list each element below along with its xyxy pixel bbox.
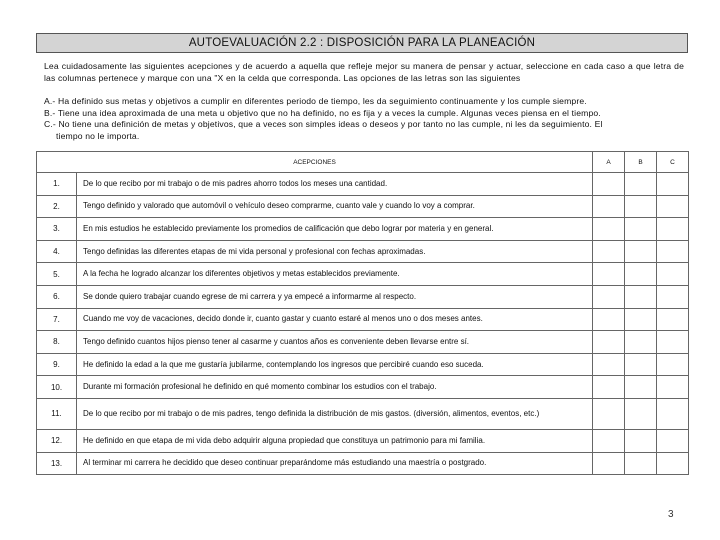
cell-b[interactable] xyxy=(625,429,657,452)
cell-c[interactable] xyxy=(657,308,689,331)
table-row xyxy=(37,285,689,308)
cell-c[interactable] xyxy=(657,452,689,475)
header-c: C xyxy=(657,152,689,173)
cell-a[interactable] xyxy=(593,308,625,331)
assessment-table xyxy=(36,151,689,475)
page-title: AUTOEVALUACIÓN 2.2 : DISPOSICIÓN PARA LA PLANEACIÓN xyxy=(36,33,688,53)
cell-a[interactable] xyxy=(593,218,625,241)
table-row xyxy=(37,331,689,354)
row-number: 5. xyxy=(37,263,77,286)
row-number: 7. xyxy=(37,308,77,331)
table-row xyxy=(37,429,689,452)
table-row xyxy=(37,195,689,218)
instructions-text: Lea cuidadosamente las siguientes acepciones y de acuerdo a aquella que refleje mejor su manera de pensar y actuar, seleccione en cada caso a que letra de las columnas pertenece y marque con una "X en la celda que corresponda. Las opciones de las letras son las siguientes xyxy=(44,61,684,83)
cell-c[interactable] xyxy=(657,429,689,452)
row-number: 13. xyxy=(37,452,77,475)
cell-a[interactable] xyxy=(593,331,625,354)
table-row xyxy=(37,308,689,331)
row-statement: Se donde quiero trabajar cuando egrese de mi carrera y ya empecé a informarme al respecto. xyxy=(77,285,593,308)
row-statement: A la fecha he logrado alcanzar los diferentes objetivos y metas establecidos previamente. xyxy=(77,263,593,286)
row-number: 4. xyxy=(37,240,77,263)
cell-a[interactable] xyxy=(593,263,625,286)
cell-b[interactable] xyxy=(625,263,657,286)
row-statement: En mis estudios he establecido previamente los promedios de calificación que debo lograr por materia y en general. xyxy=(77,218,593,241)
option-c: C.- No tiene una definición de metas y objetivos, que a veces son simples ideas o deseos y por tanto no las cumple, ni les da seguimiento. El xyxy=(44,119,603,129)
header-b: B xyxy=(625,152,657,173)
cell-c[interactable] xyxy=(657,263,689,286)
cell-a[interactable] xyxy=(593,240,625,263)
cell-c[interactable] xyxy=(657,353,689,376)
row-statement: Tengo definido cuantos hijos pienso tener al casarme y cuantos años es conveniente deben llevarse entre sí. xyxy=(77,331,593,354)
cell-c[interactable] xyxy=(657,195,689,218)
cell-c[interactable] xyxy=(657,173,689,196)
page-number: 3 xyxy=(668,509,674,520)
option-a: A.- Ha definido sus metas y objetivos a cumplir en diferentes periodo de tiempo, les da seguimiento continuamente y los cumple siempre. xyxy=(44,96,587,106)
row-statement: Al terminar mi carrera he decidido que deseo continuar preparándome más estudiando una maestría o postgrado. xyxy=(77,452,593,475)
cell-b[interactable] xyxy=(625,308,657,331)
row-statement: He definido la edad a la que me gustaría jubilarme, contemplando los ingresos que percibiré cuando eso suceda. xyxy=(77,353,593,376)
row-statement: He definido en que etapa de mi vida debo adquirir alguna propiedad que constituya un patrimonio para mi familia. xyxy=(77,429,593,452)
header-a: A xyxy=(593,152,625,173)
row-number: 2. xyxy=(37,195,77,218)
table-row xyxy=(37,263,689,286)
cell-b[interactable] xyxy=(625,240,657,263)
cell-a[interactable] xyxy=(593,353,625,376)
table-row xyxy=(37,353,689,376)
cell-b[interactable] xyxy=(625,376,657,399)
row-statement: De lo que recibo por mi trabajo o de mis padres, tengo definida la distribución de mis gastos. (diversión, alimentos, eventos, etc.) xyxy=(77,398,593,429)
row-statement: Tengo definido y valorado que automóvil o vehículo deseo comprarme, cuanto vale y cuando lo voy a comprar. xyxy=(77,195,593,218)
options-list xyxy=(44,96,684,142)
table-row xyxy=(37,376,689,399)
cell-a[interactable] xyxy=(593,376,625,399)
cell-c[interactable] xyxy=(657,218,689,241)
cell-b[interactable] xyxy=(625,398,657,429)
table-row xyxy=(37,173,689,196)
cell-b[interactable] xyxy=(625,218,657,241)
cell-a[interactable] xyxy=(593,285,625,308)
cell-a[interactable] xyxy=(593,173,625,196)
cell-c[interactable] xyxy=(657,240,689,263)
option-b: B.- Tiene una idea aproximada de una meta u objetivo que no ha definido, no es fija y a veces la cumple. Algunas veces piensa en el tiempo. xyxy=(44,107,601,118)
header-acepciones: ACEPCIONES xyxy=(37,152,593,173)
row-statement: Cuando me voy de vacaciones, decido donde ir, cuanto gastar y cuanto estaré al menos uno o dos meses antes. xyxy=(77,308,593,331)
row-number: 3. xyxy=(37,218,77,241)
cell-c[interactable] xyxy=(657,398,689,429)
cell-a[interactable] xyxy=(593,195,625,218)
table-row xyxy=(37,452,689,475)
row-number: 11. xyxy=(37,398,77,429)
row-number: 12. xyxy=(37,429,77,452)
row-statement: Durante mi formación profesional he definido en qué momento combinar los estudios con el trabajo. xyxy=(77,376,593,399)
row-statement: De lo que recibo por mi trabajo o de mis padres ahorro todos los meses una cantidad. xyxy=(77,173,593,196)
option-c-continuation: tiempo no le importa. xyxy=(56,130,140,141)
cell-b[interactable] xyxy=(625,195,657,218)
table-header-row xyxy=(37,152,689,173)
table-row xyxy=(37,398,689,429)
cell-b[interactable] xyxy=(625,353,657,376)
cell-c[interactable] xyxy=(657,285,689,308)
cell-c[interactable] xyxy=(657,376,689,399)
cell-b[interactable] xyxy=(625,285,657,308)
row-number: 10. xyxy=(37,376,77,399)
cell-b[interactable] xyxy=(625,173,657,196)
row-number: 6. xyxy=(37,285,77,308)
row-statement: Tengo definidas las diferentes etapas de mi vida personal y profesional con fechas aproximadas. xyxy=(77,240,593,263)
cell-a[interactable] xyxy=(593,398,625,429)
row-number: 8. xyxy=(37,331,77,354)
cell-b[interactable] xyxy=(625,331,657,354)
cell-a[interactable] xyxy=(593,452,625,475)
table-row xyxy=(37,240,689,263)
row-number: 9. xyxy=(37,353,77,376)
row-number: 1. xyxy=(37,173,77,196)
table-row xyxy=(37,218,689,241)
cell-a[interactable] xyxy=(593,429,625,452)
cell-b[interactable] xyxy=(625,452,657,475)
cell-c[interactable] xyxy=(657,331,689,354)
